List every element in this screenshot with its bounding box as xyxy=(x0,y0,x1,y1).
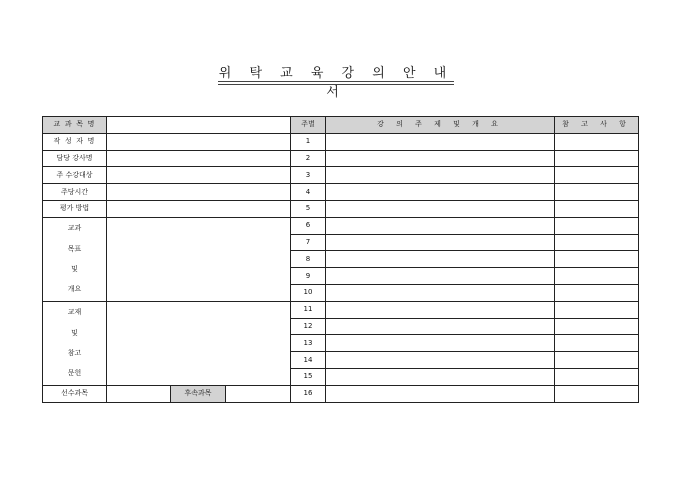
textbook-label-line: 참고 xyxy=(67,348,82,357)
week-topic-cell[interactable] xyxy=(326,268,555,285)
week-notes-cell[interactable] xyxy=(555,200,639,217)
evaluation-field[interactable] xyxy=(107,200,291,217)
evaluation-label: 평가 방법 xyxy=(43,200,107,217)
instructor-field[interactable] xyxy=(107,150,291,167)
followup-label: 후속과목 xyxy=(171,385,226,402)
week-notes-cell[interactable] xyxy=(555,251,639,268)
week-topic-cell[interactable] xyxy=(326,217,555,234)
week-notes-cell[interactable] xyxy=(555,368,639,385)
table-row xyxy=(43,167,639,184)
textbook-label-line: 및 xyxy=(71,328,78,337)
week-topic-cell[interactable] xyxy=(326,200,555,217)
table-row xyxy=(43,150,639,167)
week-notes-cell[interactable] xyxy=(555,284,639,301)
prerequisite-field[interactable] xyxy=(107,385,171,402)
table-row xyxy=(43,217,639,234)
week-number: 3 xyxy=(291,167,326,184)
table-row xyxy=(43,184,639,201)
week-number: 10 xyxy=(291,284,326,301)
week-topic-cell[interactable] xyxy=(326,234,555,251)
prerequisite-label: 선수과목 xyxy=(43,385,107,402)
week-topic-cell[interactable] xyxy=(326,301,555,318)
course-goal-label xyxy=(43,217,107,301)
topic-header: 강 의 주 제 및 개 요 xyxy=(326,117,555,134)
author-label: 작 성 자 명 xyxy=(43,133,107,150)
week-notes-cell[interactable] xyxy=(555,335,639,352)
weekly-hours-label: 주당시간 xyxy=(43,184,107,201)
week-number: 12 xyxy=(291,318,326,335)
week-number: 6 xyxy=(291,217,326,234)
goal-label-line: 개요 xyxy=(67,285,82,294)
author-field[interactable] xyxy=(107,133,291,150)
week-notes-cell[interactable] xyxy=(555,133,639,150)
week-topic-cell[interactable] xyxy=(326,385,555,402)
week-notes-cell[interactable] xyxy=(555,150,639,167)
week-notes-cell[interactable] xyxy=(555,301,639,318)
week-topic-cell[interactable] xyxy=(326,352,555,369)
table-row xyxy=(43,117,639,134)
weekly-hours-field[interactable] xyxy=(107,184,291,201)
course-name-field[interactable] xyxy=(107,117,291,134)
course-goal-field[interactable] xyxy=(107,217,291,301)
week-number: 11 xyxy=(291,301,326,318)
table-row xyxy=(43,133,639,150)
goal-label-line: 교과 xyxy=(67,224,82,233)
week-number: 8 xyxy=(291,251,326,268)
week-notes-cell[interactable] xyxy=(555,385,639,402)
title-underline xyxy=(218,81,454,82)
week-topic-cell[interactable] xyxy=(326,284,555,301)
week-notes-cell[interactable] xyxy=(555,184,639,201)
week-number: 9 xyxy=(291,268,326,285)
table-row xyxy=(43,385,639,402)
textbook-label-line: 교재 xyxy=(67,308,82,317)
week-topic-cell[interactable] xyxy=(326,335,555,352)
week-number: 14 xyxy=(291,352,326,369)
week-number: 2 xyxy=(291,150,326,167)
week-notes-cell[interactable] xyxy=(555,352,639,369)
textbook-label-line: 문헌 xyxy=(67,369,82,378)
textbook-label xyxy=(43,301,107,385)
week-number: 4 xyxy=(291,184,326,201)
week-number: 7 xyxy=(291,234,326,251)
week-notes-cell[interactable] xyxy=(555,217,639,234)
target-field[interactable] xyxy=(107,167,291,184)
week-number: 1 xyxy=(291,133,326,150)
textbook-field[interactable] xyxy=(107,301,291,385)
document-title: 위 탁 교 육 강 의 안 내 서 xyxy=(218,66,454,100)
target-label: 주 수강대상 xyxy=(43,167,107,184)
week-notes-cell[interactable] xyxy=(555,167,639,184)
week-topic-cell[interactable] xyxy=(326,368,555,385)
week-number: 16 xyxy=(291,385,326,402)
week-topic-cell[interactable] xyxy=(326,133,555,150)
instructor-label: 담당 강사명 xyxy=(43,150,107,167)
week-topic-cell[interactable] xyxy=(326,150,555,167)
lecture-guide-table xyxy=(42,116,639,403)
week-notes-cell[interactable] xyxy=(555,268,639,285)
title-underline-double xyxy=(218,84,454,85)
week-topic-cell[interactable] xyxy=(326,251,555,268)
week-notes-cell[interactable] xyxy=(555,318,639,335)
week-topic-cell[interactable] xyxy=(326,318,555,335)
week-number: 13 xyxy=(291,335,326,352)
week-header: 주별 xyxy=(291,117,326,134)
week-topic-cell[interactable] xyxy=(326,167,555,184)
week-number: 15 xyxy=(291,368,326,385)
course-name-label: 교 과 목 명 xyxy=(43,117,107,134)
followup-field[interactable] xyxy=(226,385,291,402)
week-notes-cell[interactable] xyxy=(555,234,639,251)
goal-label-line: 및 xyxy=(71,264,78,273)
goal-label-line: 목표 xyxy=(67,244,82,253)
week-number: 5 xyxy=(291,200,326,217)
table-row xyxy=(43,200,639,217)
notes-header: 참 고 사 항 xyxy=(555,117,639,134)
week-topic-cell[interactable] xyxy=(326,184,555,201)
table-row xyxy=(43,301,639,318)
